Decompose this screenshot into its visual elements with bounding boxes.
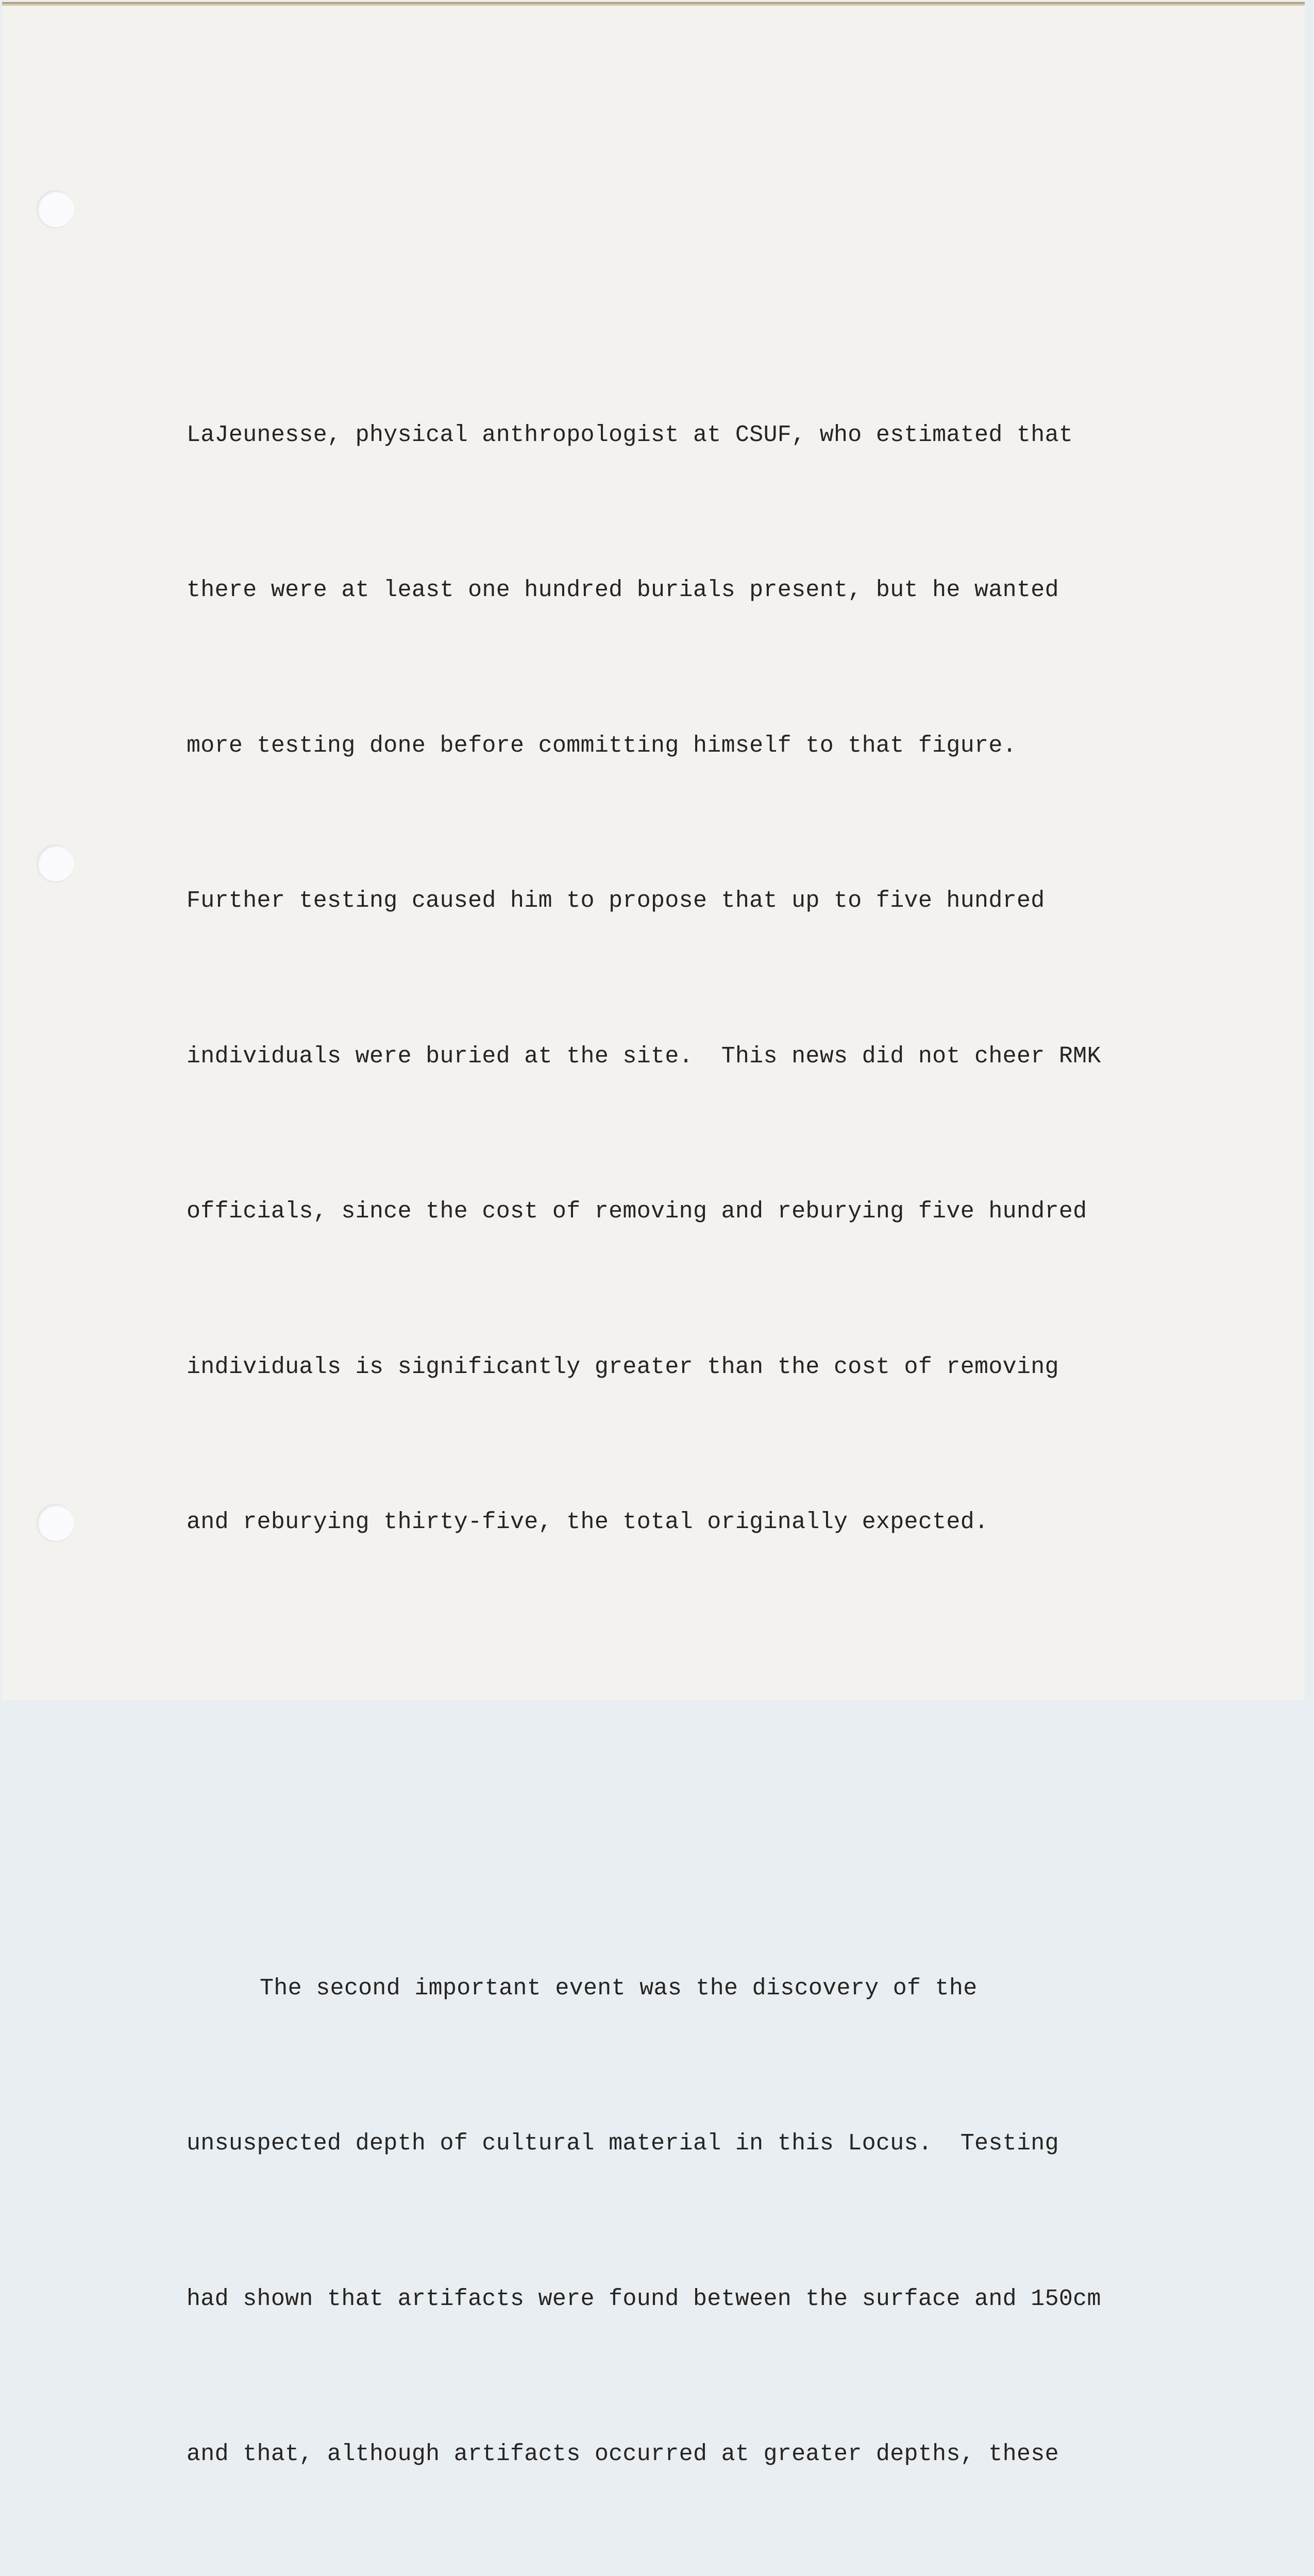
text-line: individuals were buried at the site. This news did not cheer RMK — [187, 1031, 1207, 1083]
text-line: and reburying thirty-five, the total originally expected. — [187, 1497, 1207, 1549]
page-top-edge — [2, 4, 1305, 6]
paragraph-1 — [187, 306, 1207, 1652]
text-line: Further testing caused him to propose that up to five hundred — [187, 875, 1207, 927]
text-line-content: The second important event was the discovery of the — [260, 1975, 978, 2002]
text-line: there were at least one hundred burials present, but he wanted — [187, 565, 1207, 617]
punch-hole-icon — [37, 190, 74, 227]
document-body — [187, 150, 1207, 2576]
text-line: officials, since the cost of removing and reburying five hundred — [187, 1186, 1207, 1238]
punch-hole-icon — [37, 844, 74, 882]
punch-hole-icon — [37, 1504, 74, 1541]
text-line — [187, 1963, 1207, 2015]
paragraph-2 — [187, 1859, 1207, 2576]
text-line: more testing done before committing himself to that figure. — [187, 720, 1207, 772]
text-line: unsuspected depth of cultural material in this Locus. Testing — [187, 2118, 1207, 2170]
text-line: and that, although artifacts occurred at greater depths, these — [187, 2429, 1207, 2481]
text-line: individuals is significantly greater than the cost of removing — [187, 1342, 1207, 1394]
text-line: LaJeunesse, physical anthropologist at CSUF, who estimated that — [187, 410, 1207, 462]
text-line: had shown that artifacts were found between the surface and 150cm — [187, 2274, 1207, 2326]
